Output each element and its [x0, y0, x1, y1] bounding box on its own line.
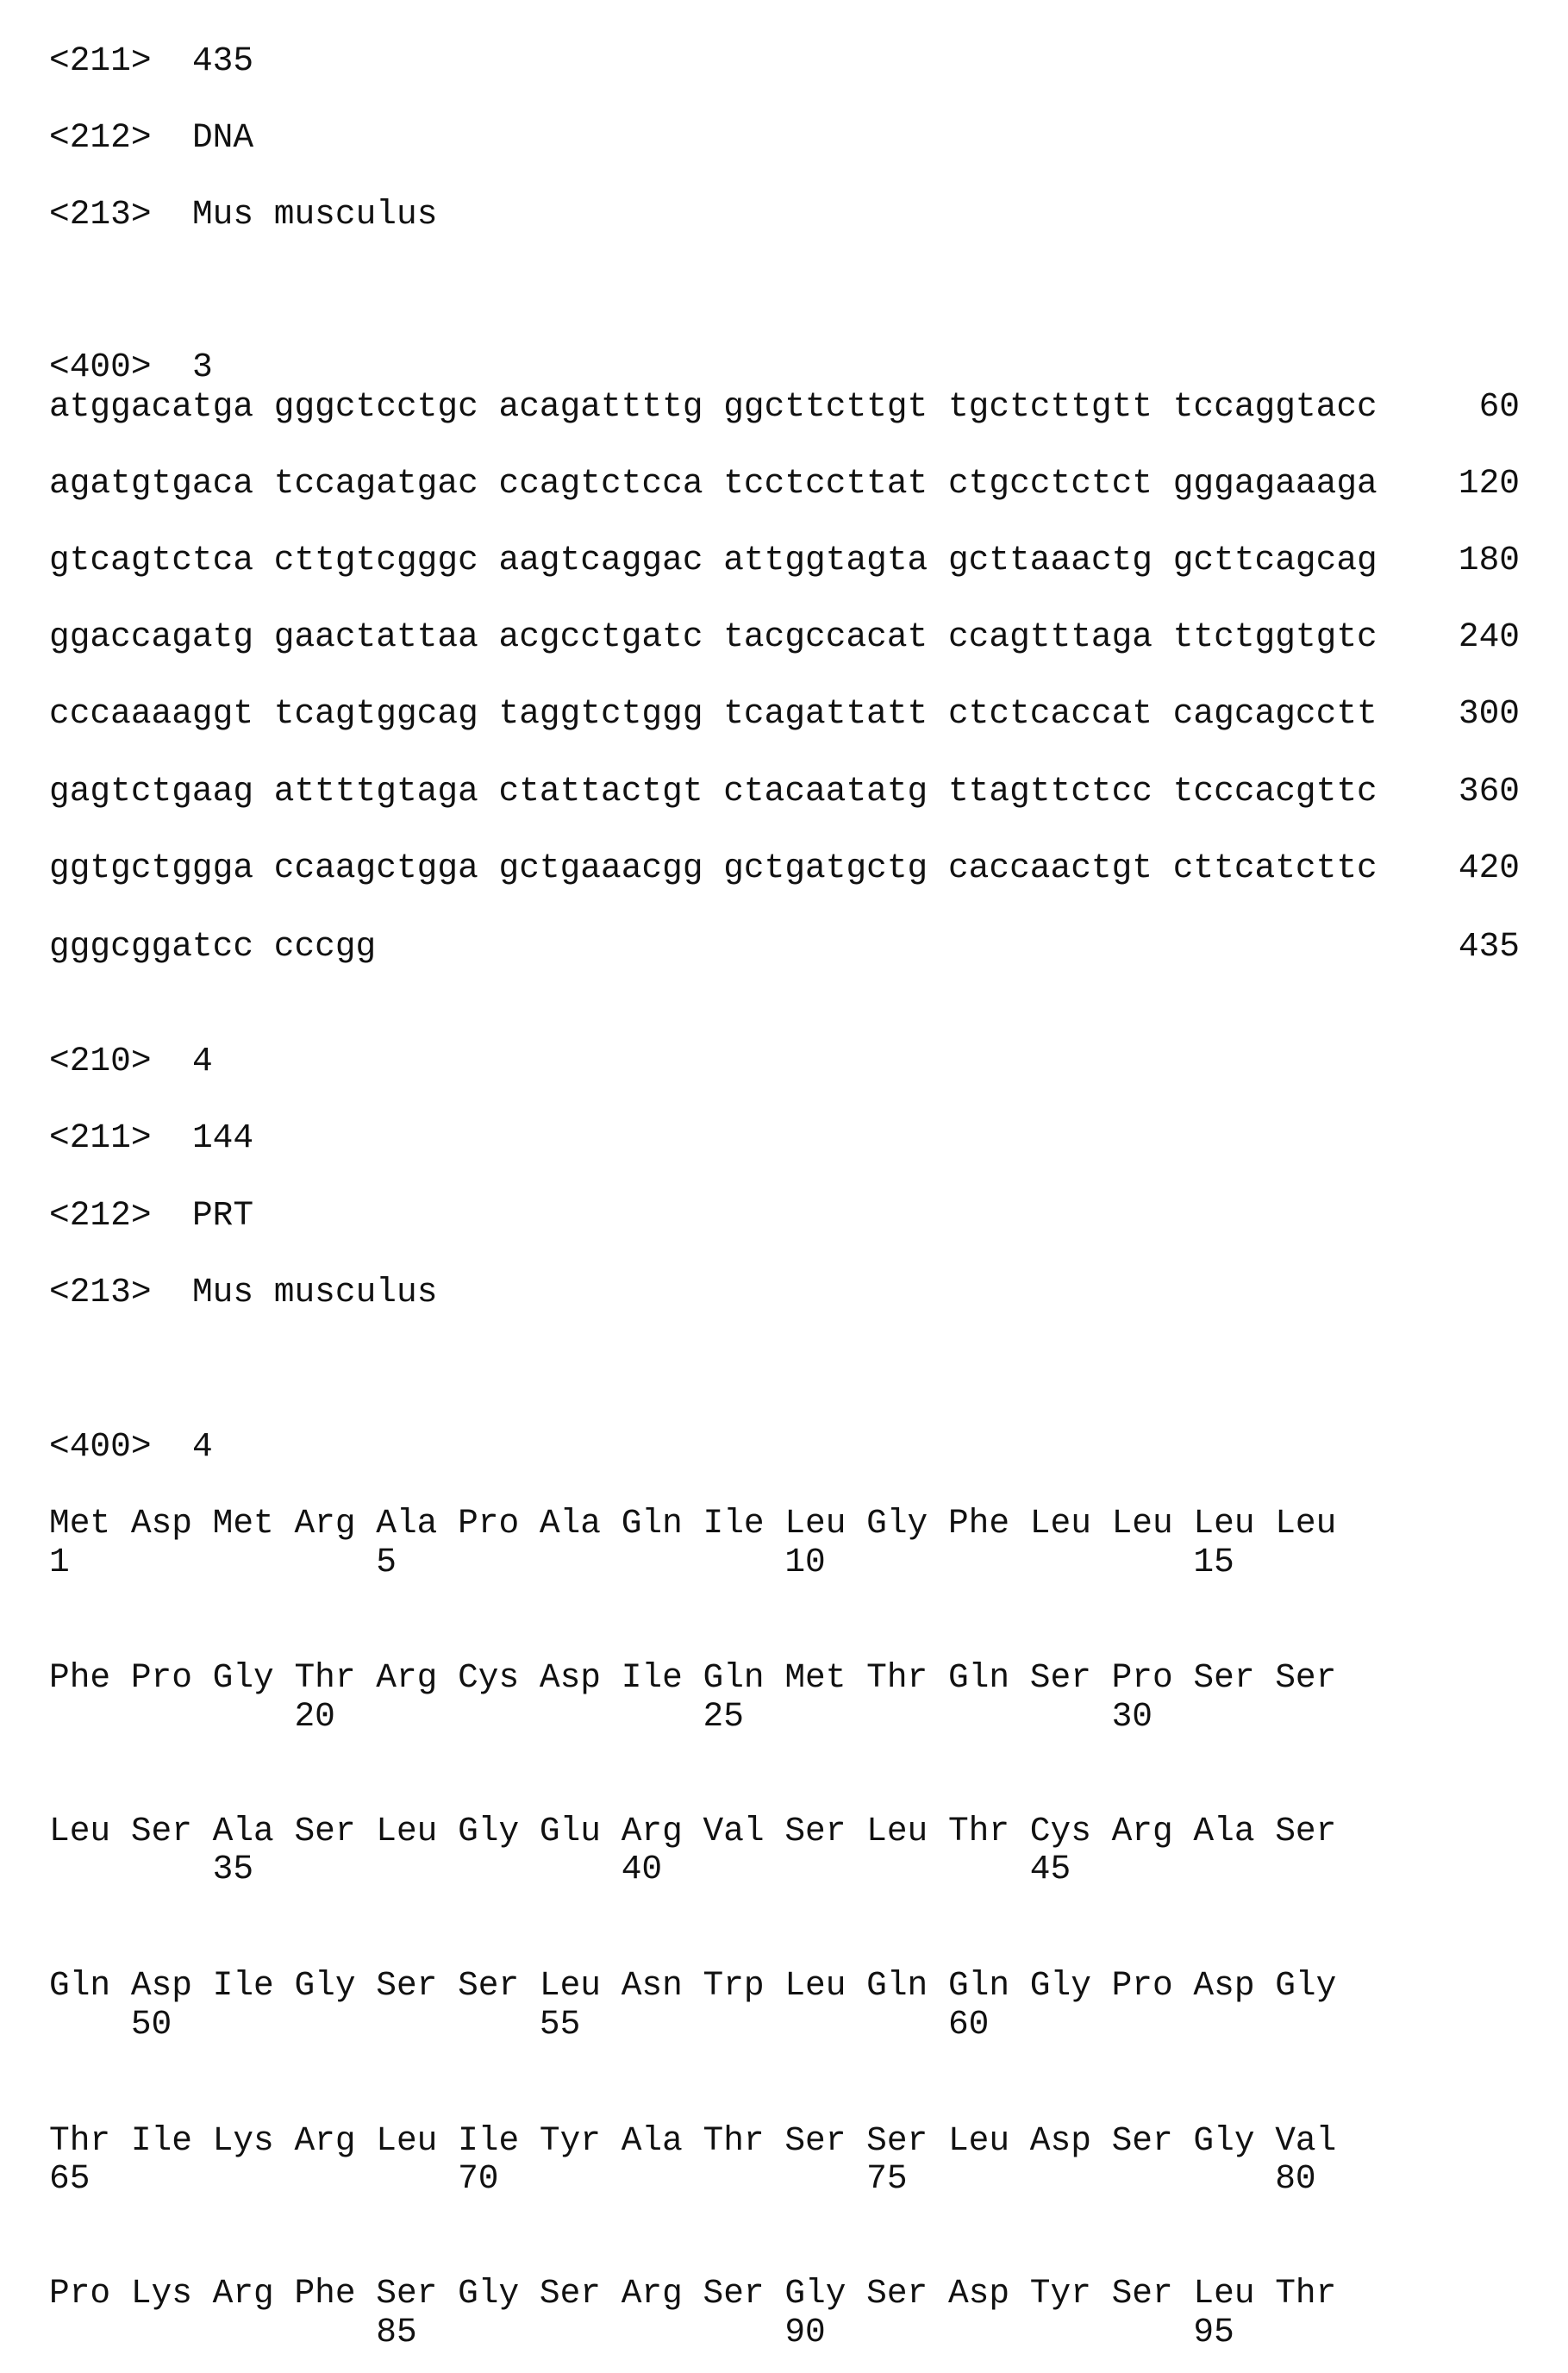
protein-position-numbers: 65 70 75 80	[49, 2160, 1316, 2198]
field-tag: <213>	[49, 1273, 152, 1312]
field-tag: <400>	[49, 1427, 152, 1466]
dna-sequence-line: ggaccagatg gaactattaa acgcctgatc tacgccacat ccagtttaga ttctggtgtc	[49, 618, 1377, 656]
field-value: 3	[192, 347, 213, 386]
field-value: DNA	[192, 118, 253, 157]
protein-residue-line: Gln Asp Ile Gly Ser Ser Leu Asn Trp Leu Gln Gln Gly Pro Asp Gly	[49, 1967, 1336, 2005]
dna-position-number: 300	[1459, 695, 1520, 733]
protein-residue-line: Pro Lys Arg Phe Ser Gly Ser Arg Ser Gly Ser Asp Tyr Ser Leu Thr	[49, 2275, 1336, 2313]
field-value: PRT	[192, 1196, 253, 1235]
dna-sequence-line: gagtctgaag attttgtaga ctattactgt ctacaatatg ttagttctcc tcccacgttc	[49, 773, 1377, 811]
seq4-header-field	[49, 1274, 437, 1312]
seq3-header-field	[49, 119, 253, 157]
field-value: 4	[192, 1427, 213, 1466]
dna-position-number: 360	[1459, 773, 1520, 811]
dna-position-number: 180	[1459, 542, 1520, 579]
field-tag: <212>	[49, 118, 152, 157]
dna-position-number: 420	[1459, 849, 1520, 887]
field-value: Mus musculus	[192, 195, 437, 234]
field-value: 435	[192, 41, 253, 80]
protein-position-numbers: 50 55 60	[49, 2006, 989, 2044]
protein-position-numbers: 35 40 45	[49, 1850, 1071, 1888]
seq3-header-field	[49, 196, 437, 234]
dna-sequence-line: gtcagtctca cttgtcgggc aagtcaggac attggtagta gcttaaactg gcttcagcag	[49, 542, 1377, 579]
protein-position-numbers: 85 90 95	[49, 2314, 1234, 2351]
seq4-header-field	[49, 1042, 213, 1080]
dna-sequence-line: atggacatga gggctcctgc acagattttg ggcttcttgt tgctcttgtt tccaggtacc	[49, 388, 1377, 426]
field-value: 4	[192, 1042, 213, 1080]
seq3-sequence-tag	[49, 348, 213, 386]
seq4-header-field	[49, 1197, 253, 1235]
protein-position-numbers: 20 25 30	[49, 1698, 1153, 1736]
field-tag: <211>	[49, 1118, 152, 1157]
dna-sequence-line: agatgtgaca tccagatgac ccagtctcca tcctccttat ctgcctctct gggagaaaga	[49, 465, 1377, 503]
seq4-sequence-tag	[49, 1428, 213, 1466]
seq3-header-field	[49, 42, 253, 80]
protein-residue-line: Met Asp Met Arg Ala Pro Ala Gln Ile Leu Gly Phe Leu Leu Leu Leu	[49, 1505, 1336, 1543]
dna-position-number: 240	[1459, 618, 1520, 656]
field-tag: <212>	[49, 1196, 152, 1235]
field-value: 144	[192, 1118, 253, 1157]
field-tag: <213>	[49, 195, 152, 234]
field-tag: <211>	[49, 41, 152, 80]
dna-position-number: 120	[1459, 465, 1520, 503]
protein-position-numbers: 1 5 10 15	[49, 1543, 1234, 1581]
field-value: Mus musculus	[192, 1273, 437, 1312]
dna-sequence-line: ggtgctggga ccaagctgga gctgaaacgg gctgatgctg caccaactgt cttcatcttc	[49, 849, 1377, 887]
dna-position-number: 60	[1479, 388, 1520, 426]
protein-residue-line: Phe Pro Gly Thr Arg Cys Asp Ile Gln Met Thr Gln Ser Pro Ser Ser	[49, 1659, 1336, 1697]
protein-residue-line: Thr Ile Lys Arg Leu Ile Tyr Ala Thr Ser Ser Leu Asp Ser Gly Val	[49, 2122, 1336, 2160]
dna-position-number: 435	[1459, 928, 1520, 966]
protein-residue-line: Leu Ser Ala Ser Leu Gly Glu Arg Val Ser Leu Thr Cys Arg Ala Ser	[49, 1813, 1336, 1850]
dna-sequence-line: gggcggatcc cccgg	[49, 928, 376, 966]
dna-sequence-line: cccaaaaggt tcagtggcag taggtctggg tcagattatt ctctcaccat cagcagcctt	[49, 695, 1377, 733]
seq4-header-field	[49, 1119, 253, 1157]
field-tag: <210>	[49, 1042, 152, 1080]
field-tag: <400>	[49, 347, 152, 386]
